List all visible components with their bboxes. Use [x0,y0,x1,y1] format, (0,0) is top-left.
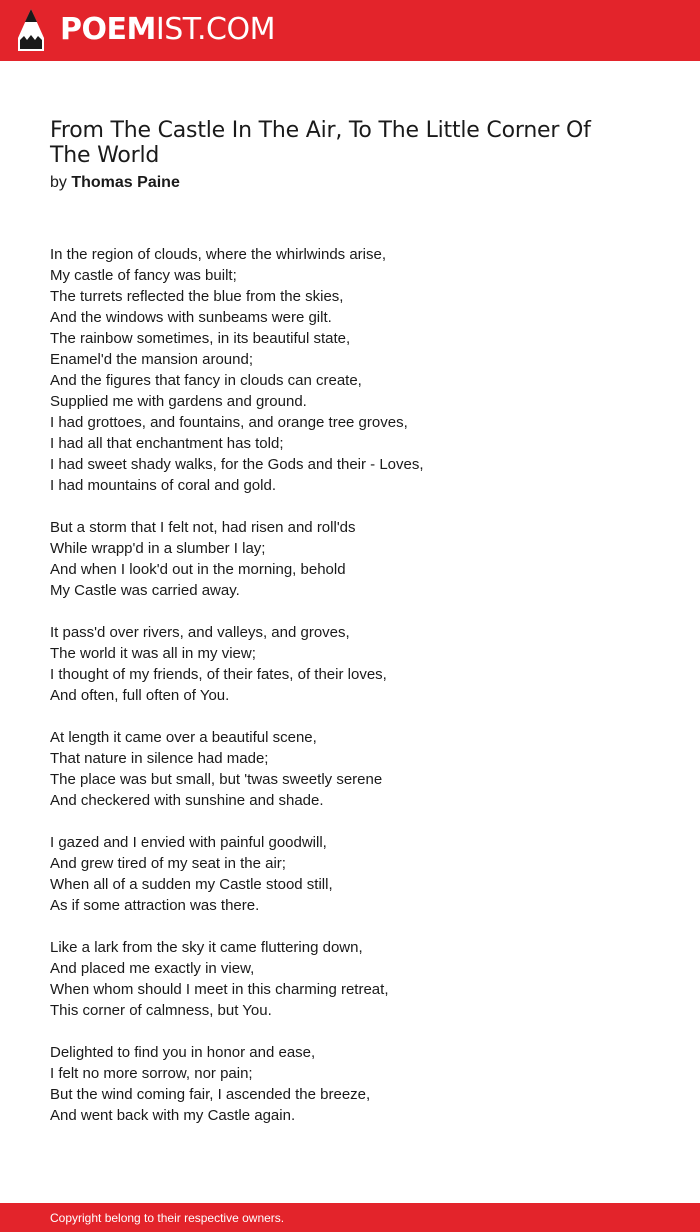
poem-line: Supplied me with gardens and ground. [50,393,307,410]
poem-line: And grew tired of my seat in the air; [50,855,286,872]
poem-stanza [50,727,610,811]
poem-line: And the figures that fancy in clouds can create, [50,372,362,389]
pencil-tip-icon [16,8,46,52]
poem-line: The place was but small, but 'twas sweetly serene [50,771,383,788]
poem-line: When whom should I meet in this charming retreat, [50,981,389,998]
poem-line: But a storm that I felt not, had risen and roll'ds [50,519,356,536]
poem-stanza [50,937,610,1021]
poem-stanza [50,622,610,706]
poem-author: Thomas Paine [71,174,180,191]
poem-line: And went back with my Castle again. [50,1107,296,1124]
poem-line: Like a lark from the sky it came fluttering down, [50,939,363,956]
site-logo-link[interactable] [16,8,275,52]
poem-body [50,244,610,1126]
logo-text-strong: POEM [60,12,156,47]
poem-stanza [50,517,610,601]
poem-line: That nature in silence had made; [50,750,269,767]
site-logo-text [60,8,275,52]
poem-line: It pass'd over rivers, and valleys, and groves, [50,624,350,641]
poem-line: I thought of my friends, of their fates, of their loves, [50,666,387,683]
poem-line: My Castle was carried away. [50,582,240,599]
site-header [0,0,700,61]
by-label: by [50,174,67,191]
poem-line: As if some attraction was there. [50,897,260,914]
poem-byline [50,172,610,194]
poem-stanza [50,1042,610,1126]
poem-line: The rainbow sometimes, in its beautiful state, [50,330,351,347]
copyright-text: Copyright belong to their respective owners. [50,1211,285,1225]
poem-line: And often, full often of You. [50,687,230,704]
poem-line: I had grottoes, and fountains, and orange tree groves, [50,414,408,431]
poem-content [50,118,610,1147]
logo-text-light: IST.COM [155,12,275,47]
poem-line: I had sweet shady walks, for the Gods and their - Loves, [50,456,424,473]
poem-line: When all of a sudden my Castle stood still, [50,876,333,893]
poem-title: From The Castle In The Air, To The Little Corner Of The World [50,118,591,168]
poem-line: The world it was all in my view; [50,645,256,662]
poem-line: I gazed and I envied with painful goodwill, [50,834,327,851]
poem-line: The turrets reflected the blue from the skies, [50,288,344,305]
poem-stanza [50,832,610,916]
poem-line: While wrapp'd in a slumber I lay; [50,540,266,557]
poem-line: And checkered with sunshine and shade. [50,792,324,809]
poem-line: My castle of fancy was built; [50,267,237,284]
poem-line: In the region of clouds, where the whirlwinds arise, [50,246,387,263]
site-footer [0,1203,700,1232]
poem-line: Enamel'd the mansion around; [50,351,253,368]
poem-line: And placed me exactly in view, [50,960,255,977]
poem-line: And when I look'd out in the morning, behold [50,561,346,578]
poem-line: And the windows with sunbeams were gilt. [50,309,332,326]
poem-line: I had mountains of coral and gold. [50,477,276,494]
poem-line: Delighted to find you in honor and ease, [50,1044,316,1061]
poem-line: At length it came over a beautiful scene, [50,729,317,746]
poem-line: I felt no more sorrow, nor pain; [50,1065,253,1082]
poem-line: This corner of calmness, but You. [50,1002,272,1019]
poem-line: I had all that enchantment has told; [50,435,284,452]
poem-stanza [50,244,610,496]
poem-line: But the wind coming fair, I ascended the breeze, [50,1086,371,1103]
